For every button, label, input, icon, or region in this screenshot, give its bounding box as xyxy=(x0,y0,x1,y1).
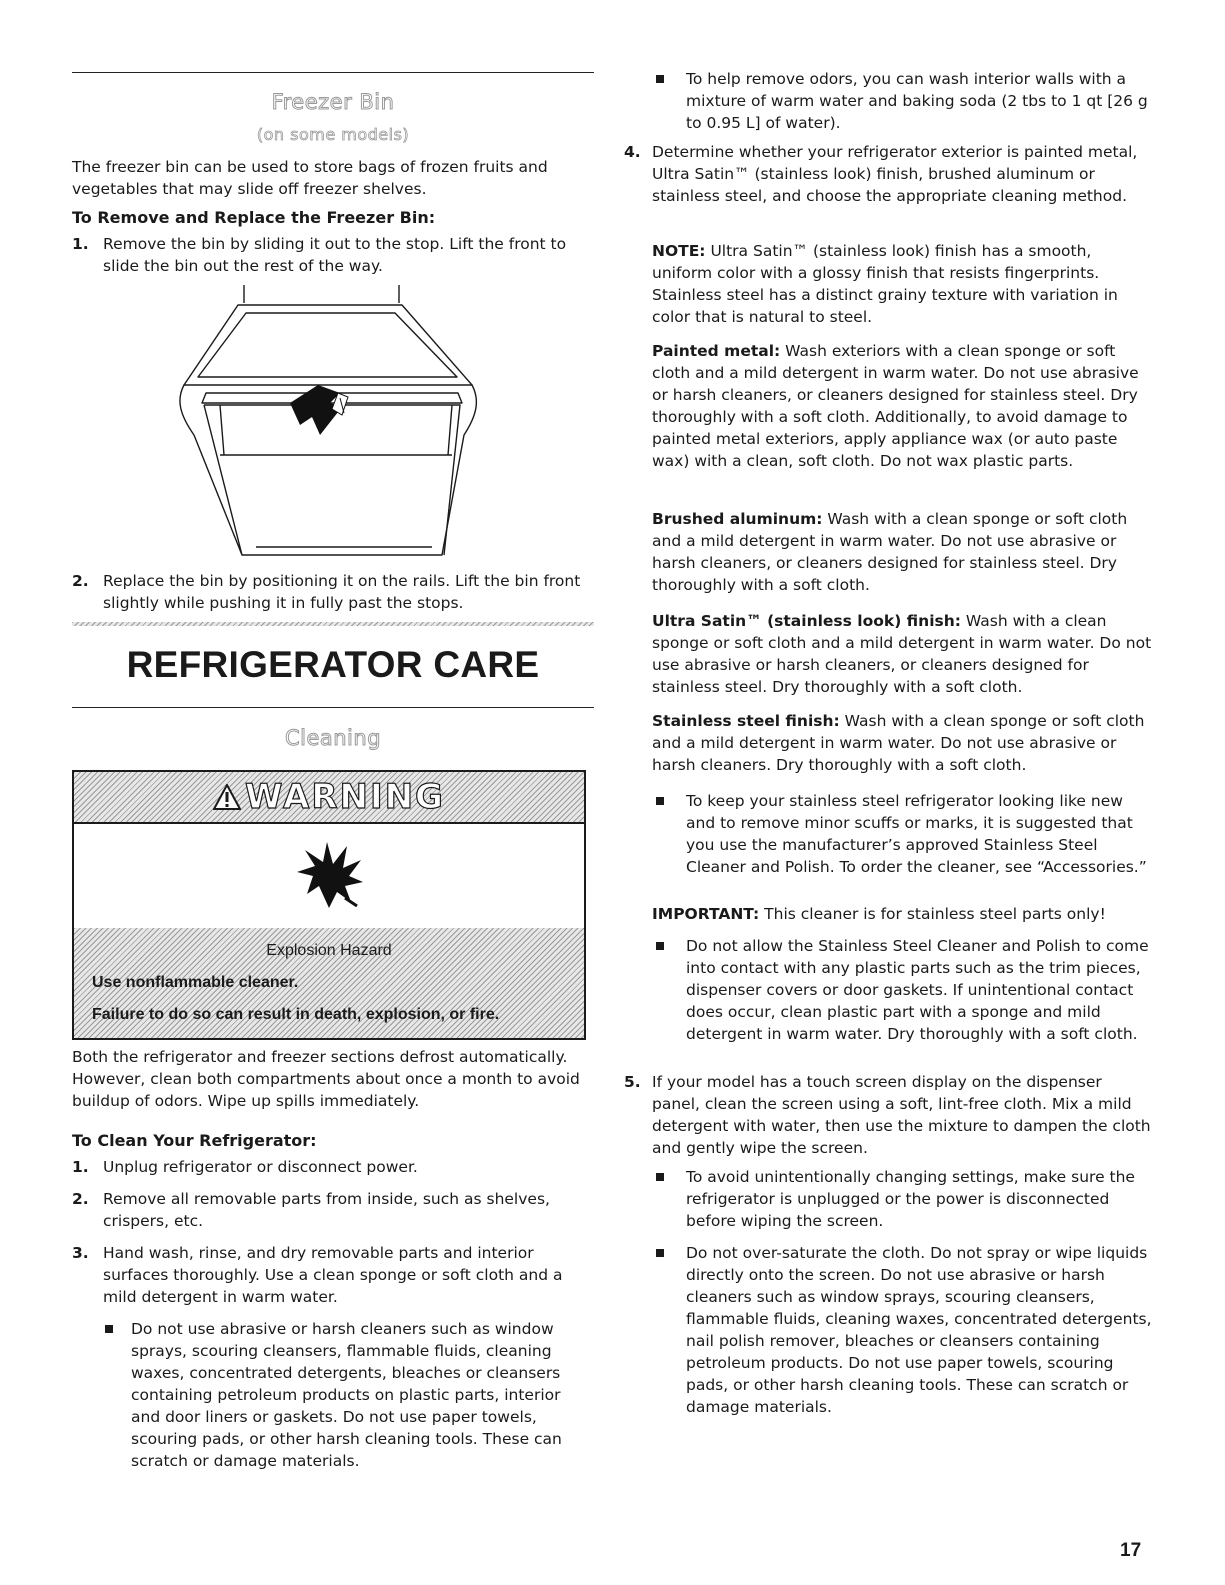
care-rule xyxy=(72,707,594,708)
important-text: This cleaner is for stainless steel parts only! xyxy=(764,905,1106,923)
top-rule xyxy=(72,72,594,73)
warning-line-2: Failure to do so can result in death, explosion, or fire. xyxy=(92,1006,500,1023)
step-text: Remove the bin by sliding it out to the stop. Lift the front to slide the bin out the rest of the way. xyxy=(103,235,567,275)
painted-metal-text: Wash exteriors with a clean sponge or soft cloth and a mild detergent in warm water. Do not use abrasive or harsh cleaners, or cleaners designed for stainless steel. Dry thoroughly with a soft cloth. Additionally, to avoid damage to painted metal exteriors, apply appliance wax (or auto paste wax) with a clean, soft cloth. Do not wax plastic parts. xyxy=(652,342,1139,470)
clean-step-3-bullet: Do not use abrasive or harsh cleaners such as window sprays, scouring cleansers, flammable fluids, cleaning waxes, concentrated detergents, bleaches or cleansers containing petroleum products on plastic parts, interior and door liners or gaskets. Do not use paper towels, scouring pads, or other harsh cleaning tools. These can scratch or damage materials. xyxy=(101,1318,594,1472)
freezer-bin-subtitle: (on some models) xyxy=(256,125,410,144)
stainless-label: Stainless steel finish: xyxy=(652,712,840,730)
stainless-paragraph xyxy=(652,710,1152,776)
warning-header xyxy=(74,772,584,824)
step-text: Determine whether your refrigerator exterior is painted metal, Ultra Satin™ (stainless look) finish, brushed aluminum or stainless steel, and choose the appropriate cleaning method. xyxy=(652,143,1138,205)
step-5-bullet-1: To avoid unintentionally changing settings, make sure the refrigerator is unplugged or the power is disconnected before wiping the screen. xyxy=(652,1166,1152,1232)
freezer-step-2 xyxy=(72,570,594,614)
warning-triangle-icon xyxy=(213,784,241,810)
warning-box xyxy=(72,770,586,1040)
step-5 xyxy=(624,1071,1152,1159)
ultra-satin-paragraph xyxy=(652,610,1152,698)
important-paragraph xyxy=(652,903,1152,925)
brushed-aluminum-paragraph xyxy=(652,508,1152,596)
explosion-icon xyxy=(289,836,369,916)
note-paragraph xyxy=(652,240,1152,328)
step-number: 1. xyxy=(72,1158,89,1176)
warning-line-1: Use nonflammable cleaner. xyxy=(92,974,299,991)
clean-step-3 xyxy=(72,1242,594,1472)
step-text: Replace the bin by positioning it on the rails. Lift the bin front slightly while pushing it in fully past the stops. xyxy=(103,572,581,612)
important-label: IMPORTANT: xyxy=(652,905,760,923)
odor-bullet: To help remove odors, you can wash interior walls with a mixture of warm water and baking soda (2 tbs to 1 qt [26 g to 0.95 L] of water). xyxy=(652,68,1152,134)
cleaning-intro: Both the refrigerator and freezer sections defrost automatically. However, clean both compartments about once a month to avoid buildup of odors. Wipe up spills immediately. xyxy=(72,1048,580,1110)
step-text: If your model has a touch screen display on the dispenser panel, clean the screen using a soft, lint-free cloth. Mix a mild detergent with water, then use the mixture to dampen the cloth and gently wipe the screen. xyxy=(652,1073,1151,1157)
step-number: 2. xyxy=(72,1190,89,1208)
freezer-bin-intro: The freezer bin can be used to store bags of frozen fruits and vegetables that may slide off freezer shelves. xyxy=(72,158,548,198)
clean-step-1 xyxy=(72,1156,594,1178)
step-4 xyxy=(624,141,1152,207)
step-text: Unplug refrigerator or disconnect power. xyxy=(103,1158,418,1176)
freezer-bin-title: Freezer Bin xyxy=(271,90,395,114)
ultra-satin-text: Wash with a clean sponge or soft cloth and a mild detergent in warm water. Do not use abrasive or harsh cleaners, or cleaners designed for stainless steel. Dry thoroughly with a soft cloth. xyxy=(652,612,1152,696)
warning-icon-area xyxy=(74,824,584,930)
warning-title: WARNING xyxy=(245,777,445,817)
step-text: Hand wash, rinse, and dry removable parts and interior surfaces thoroughly. Use a clean sponge or soft cloth and a mild detergent in warm water. xyxy=(103,1244,563,1306)
warning-hazard: Explosion Hazard xyxy=(266,942,392,959)
cleaning-subhead: To Clean Your Refrigerator: xyxy=(72,1131,317,1150)
refrigerator-care-title: REFRIGERATOR CARE xyxy=(126,644,540,685)
divider-bar xyxy=(72,622,594,626)
ultra-satin-label: Ultra Satin™ (stainless look) finish: xyxy=(652,612,961,630)
painted-metal-label: Painted metal: xyxy=(652,342,781,360)
clean-step-2 xyxy=(72,1188,594,1232)
page-number: 17 xyxy=(1120,1540,1142,1561)
note-text: Ultra Satin™ (stainless look) finish has a smooth, uniform color with a glossy finish that resists fingerprints. Stainless steel has a distinct grainy texture with variation in color that is natural to steel. xyxy=(652,242,1118,326)
painted-metal-paragraph xyxy=(652,340,1152,472)
brushed-aluminum-text: Wash with a clean sponge or soft cloth and a mild detergent in warm water. Do not use abrasive or harsh cleaners, or cleaners designed for stainless steel. Dry thoroughly with a soft cloth. xyxy=(652,510,1128,594)
stainless-text: Wash with a clean sponge or soft cloth and a mild detergent in warm water. Do not use abrasive or harsh cleaners. Dry thoroughly with a soft cloth. xyxy=(652,712,1145,774)
stainless-bullet: To keep your stainless steel refrigerator looking like new and to remove minor scuffs or marks, it is suggested that you use the manufacturer’s approved Stainless Steel Cleaner and Polish. To order the cleaner, see “Accessories.” xyxy=(652,790,1152,878)
note-label: NOTE: xyxy=(652,242,706,260)
step-number: 5. xyxy=(624,1073,641,1091)
step-number: 3. xyxy=(72,1244,89,1262)
step-number: 2. xyxy=(72,572,89,590)
freezer-bin-subhead: To Remove and Replace the Freezer Bin: xyxy=(72,208,436,227)
step-text: Remove all removable parts from inside, such as shelves, crispers, etc. xyxy=(103,1190,550,1230)
step-number: 1. xyxy=(72,235,89,253)
step-number: 4. xyxy=(624,143,641,161)
freezer-bin-illustration xyxy=(172,285,492,565)
important-bullet: Do not allow the Stainless Steel Cleaner and Polish to come into contact with any plastic parts such as the trim pieces, dispenser covers or door gaskets. If unintentional contact does occur, clean plastic part with a sponge and mild detergent in warm water. Dry thoroughly with a soft cloth. xyxy=(652,935,1152,1045)
cleaning-title: Cleaning xyxy=(284,726,382,750)
step-5-bullet-2: Do not over-saturate the cloth. Do not spray or wipe liquids directly onto the screen. Do not use abrasive or harsh cleaners such as window sprays, scouring cleansers, flammable fluids, cleaning waxes, concentrated detergents, nail polish remover, bleaches or cleansers containing petroleum products. Do not use paper towels, scouring pads, or other harsh cleaning tools. These can scratch or damage materials. xyxy=(652,1242,1152,1418)
warning-text-area xyxy=(74,928,584,1038)
freezer-step-1 xyxy=(72,233,594,277)
brushed-aluminum-label: Brushed aluminum: xyxy=(652,510,823,528)
